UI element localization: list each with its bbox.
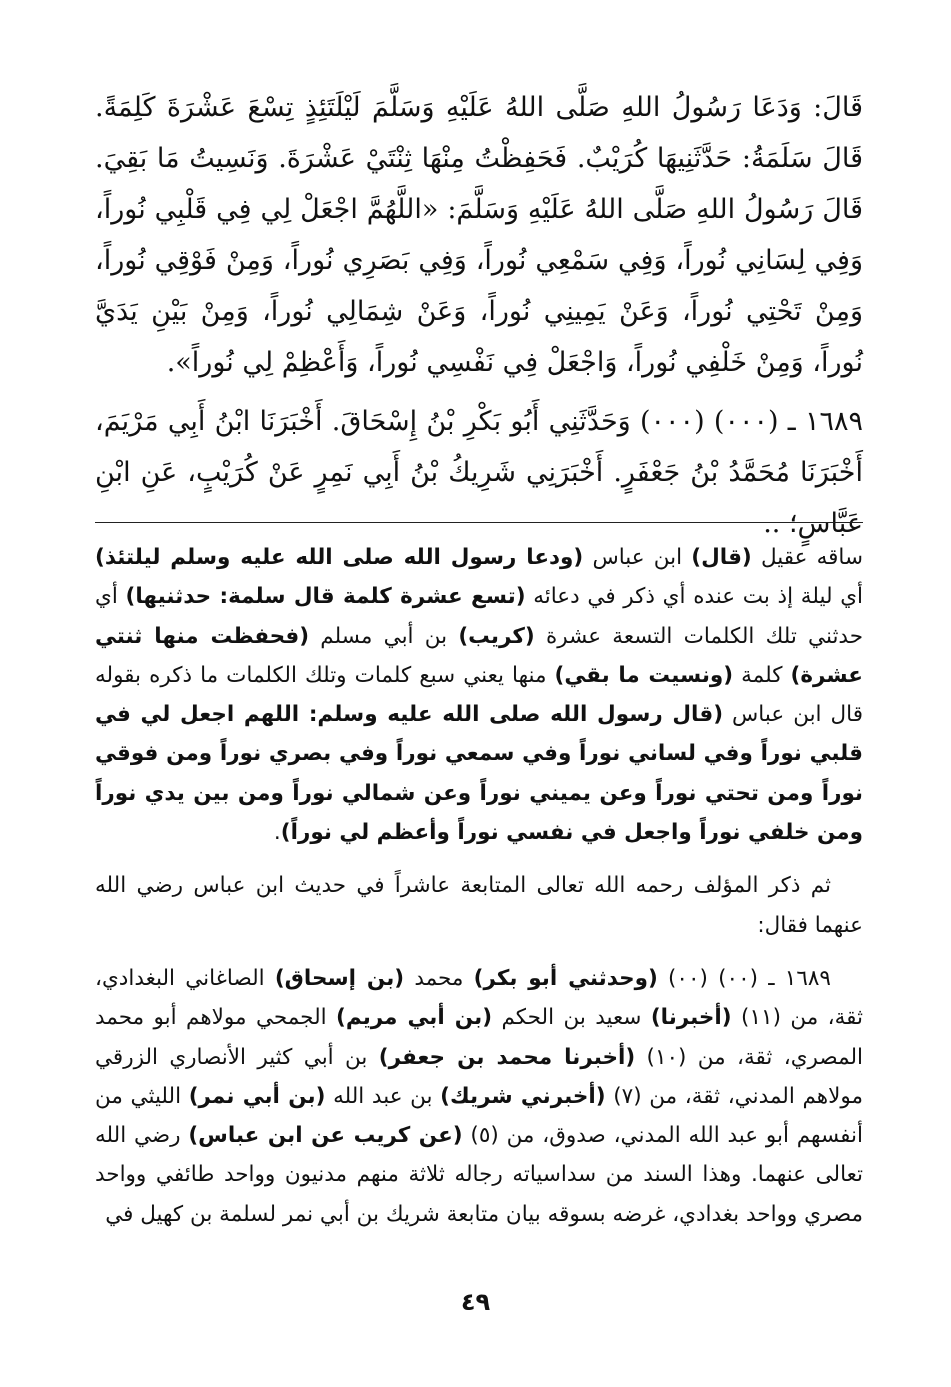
hadith-text-block <box>95 82 863 549</box>
footnote-divider <box>95 522 863 523</box>
text-run: كلمة <box>733 662 791 688</box>
commentary-paragraph-2 <box>95 866 863 945</box>
hadith-paragraph-1: قَالَ: وَدَعَا رَسُولُ اللهِ صَلَّى اللهُ عَلَيْهِ وَسَلَّمَ لَيْلَتَئِذٍ تِسْعَ عَشْرَةَ كَلِمَةً. قَالَ سَلَمَةُ: حَدَّثَنِيهَا كُرَيْبٌ. فَحَفِظْتُ مِنْهَا ثِنْتَيْ عَشْرَةَ. وَنَسِيتُ مَا بَقِيَ. قَالَ رَسُولُ اللهِ صَلَّى اللهُ عَلَيْهِ وَسَلَّمَ: «اللَّهُمَّ اجْعَلْ لِي فِي قَلْبِي نُوراً، وَفِي لِسَانِي نُوراً، وَفِي سَمْعِي نُوراً، وَفِي بَصَرِي نُوراً، وَمِنْ فَوْقِي نُوراً، وَمِنْ تَحْتِي نُوراً، وَعَنْ يَمِينِي نُوراً، وَعَنْ شِمَالِي نُوراً، وَمِنْ بَيْنِ يَدَيَّ نُوراً، وَمِنْ خَلْفِي نُوراً، وَاجْعَلْ فِي نَفْسِي نُوراً، وَأَعْظِمْ لِي نُوراً». <box>95 92 863 378</box>
hadith-paragraph-2: ١٦٨٩ ـ (٠٠٠) (٠٠٠) وَحَدَّثَنِي أَبُو بَكْرِ بْنُ إِسْحَاقَ. أَخْبَرَنَا ابْنُ أَبِي مَرْيَمَ، أَخْبَرَنَا مُحَمَّدُ بْنُ جَعْفَرٍ. أَخْبَرَنِي شَرِيكُ بْنُ أَبِي نَمِرٍ عَنْ كُرَيْبٍ، عَنِ ابْنِ عَبَّاسٍ؛ .. <box>95 406 864 539</box>
text-run: أي حدثني تلك الكلمات التسعة عشرة <box>95 584 864 649</box>
text-run: ١٦٨٩ ـ (٠٠) (٠٠) <box>657 965 831 991</box>
quoted-text: (تسع عشرة كلمة قال سلمة: حدثنيها) <box>125 584 526 610</box>
quoted-text: (بن إسحاق) <box>274 965 405 991</box>
quoted-text: (أخبرنا) <box>650 1005 732 1031</box>
text-run: الليثي من أنفسهم أبو عبد الله المدني، صدوق، من (٥) <box>95 1083 863 1149</box>
commentary-block <box>95 538 863 1234</box>
quoted-text: (بن أبي مريم) <box>336 1005 493 1031</box>
text-run: منها يعني سبع كلمات وتلك الكلمات ما ذكره بقوله قال ابن عباس <box>95 662 863 728</box>
text-run: رضي الله تعالى عنهما. وهذا السند من سداسياته رجاله ثلاثة منهم مدنيون وواحد طائفي وواحد مصري وواحد بغدادي، غرضه بسوقه بيان متابعة شريك بن أبي نمر لسلمة بن كهيل في <box>95 1123 863 1227</box>
text-run: الجمحي مولاهم أبو محمد المصري، ثقة، من (١٠) <box>95 1005 863 1070</box>
quoted-text: (أخبرنا محمد بن جعفر) <box>378 1044 636 1070</box>
text-run: أي ليلة إذ بت عنده أي ذكر في دعائه <box>525 584 863 610</box>
text-run: . <box>273 820 281 846</box>
text-run: بن أبي مسلم <box>309 623 459 649</box>
quoted-text: (وحدثني أبو بكر) <box>473 965 658 991</box>
quoted-text: (ودعا رسول الله صلى الله عليه وسلم ليلتئذ) <box>95 545 584 570</box>
text-run: ابن عباس <box>583 545 692 570</box>
text-run: ساقه عقيل <box>751 545 863 570</box>
quoted-text: (بن أبي نمر) <box>188 1083 326 1109</box>
commentary-paragraph-1 <box>95 538 863 852</box>
quoted-text: (عن كريب عن ابن عباس) <box>188 1123 463 1149</box>
quoted-text: (ونسيت ما بقي) <box>554 662 734 688</box>
quoted-text: (قال) <box>691 545 752 570</box>
page-number: ٤٩ <box>460 1288 491 1316</box>
quoted-text: (قال رسول الله صلى الله عليه وسلم: اللهم اجعل لي في قلبي نوراً وفي لساني نوراً وفي سمعي نوراً وفي بصري نوراً ومن فوقي نوراً ومن تحتي نوراً وعن يميني نوراً وعن شمالي نوراً ومن بين يدي نوراً ومن خلفي نوراً واجعل في نفسي نوراً وأعظم لي نوراً) <box>95 702 863 846</box>
text-run: ثم ذكر المؤلف رحمه الله تعالى المتابعة عاشراً في حديث ابن عباس رضي الله عنهما فقال: <box>95 873 863 938</box>
text-run: محمد <box>404 965 474 991</box>
quoted-text: (أخبرني شريك) <box>440 1083 606 1109</box>
text-run: بن عبد الله <box>325 1083 441 1109</box>
quoted-text: (كريب) <box>458 623 535 649</box>
text-run: بن أبي كثير الأنصاري الزرقي مولاهم المدني، ثقة، من (٧) <box>95 1044 863 1109</box>
commentary-paragraph-3 <box>95 959 863 1234</box>
text-run: سعيد بن الحكم <box>492 1005 651 1031</box>
quoted-text: (فحفظت منها ثنتي عشرة) <box>95 623 863 688</box>
text-run: الصاغاني البغدادي، ثقة، من (١١) <box>95 965 863 1031</box>
